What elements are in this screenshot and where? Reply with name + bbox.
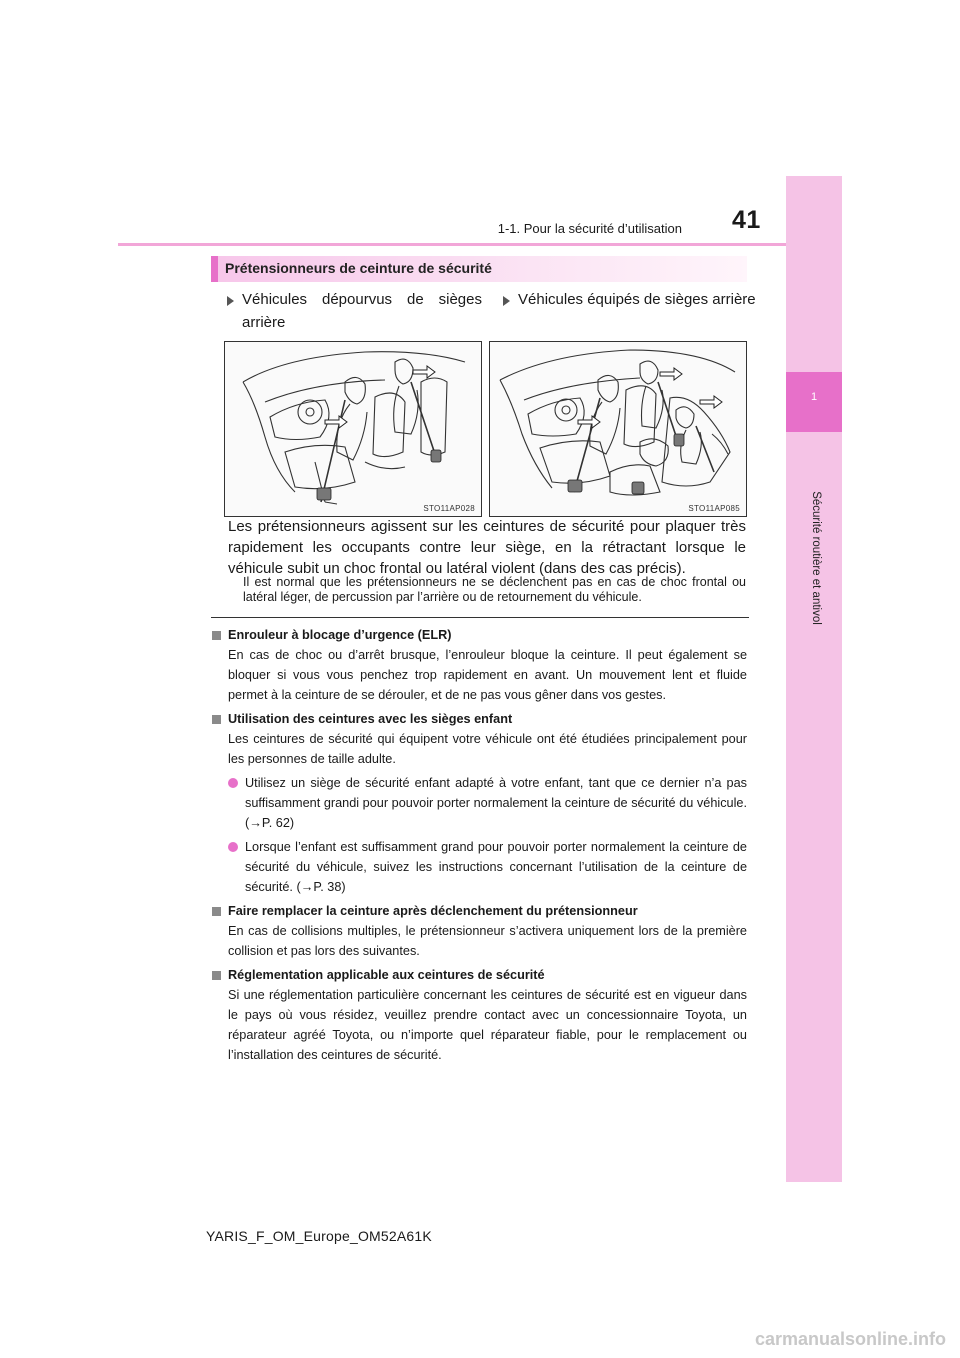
bullet-item — [228, 837, 747, 897]
column-label-text: Véhicules dépourvus de sièges arrière — [242, 291, 482, 331]
page-number: 41 — [732, 206, 761, 234]
column-label-left — [227, 288, 482, 334]
column-label-text: Véhicules équipés de sièges arrière — [518, 291, 756, 308]
watermark: carmanualsonline.info — [754, 1329, 946, 1349]
heading-accent-bar — [211, 256, 218, 282]
note-regulations — [211, 965, 747, 1065]
document-code: YARIS_F_OM_Europe_OM52A61K — [206, 1228, 432, 1244]
chapter-number-tab[interactable] — [786, 372, 842, 432]
pretensioner-note: Il est normal que les prétensionneurs ne se déclenchent pas en cas de choc frontal ou latéral léger, de percussion par l’arrière ou de retournement du véhicule. — [243, 575, 746, 604]
note-elr — [211, 625, 747, 705]
figure-code: STO11AP028 — [423, 504, 475, 513]
note-heading: Utilisation des ceintures avec les sièges enfant — [228, 712, 513, 726]
note-body: Les ceintures de sécurité qui équipent votre véhicule ont été étudiées principalement pour les personnes de taille adulte. — [228, 732, 747, 766]
notes-list — [211, 625, 747, 1069]
note-heading: Faire remplacer la ceinture après déclenchement du prétensionneur — [228, 904, 638, 918]
pretensioner-description: Les prétensionneurs agissent sur les ceintures de sécurité pour plaquer très rapidement les occupants contre leur siège, en la rétractant lorsque le véhicule subit un choc frontal ou latéral violent (dans des cas précis). — [228, 518, 746, 577]
car-interior-illustration — [490, 342, 746, 516]
note-heading: Enrouleur à blocage d’urgence (ELR) — [228, 628, 452, 642]
section-reference: 1-1. Pour la sécurité d’utilisation — [497, 221, 682, 236]
bullet-item — [228, 773, 747, 833]
figure-code: STO11AP085 — [688, 504, 740, 513]
note-child-seats — [211, 709, 747, 897]
note-heading: Réglementation applicable aux ceintures de sécurité — [228, 968, 545, 982]
note-body: Si une réglementation particulière concernant les ceintures de sécurité est en vigueur dans le pays où vous résidez, veuillez prendre contact avec un concessionnaire Toyota, un réparateur agréé Toyota, ou n’importe quel réparateur fiable, pour le remplacement ou l’installation des ceintures de sécurité. — [228, 988, 747, 1062]
column-label-right — [503, 288, 758, 311]
triangle-bullet-icon — [503, 296, 510, 306]
triangle-bullet-icon — [227, 296, 234, 306]
section-divider — [211, 617, 749, 618]
note-body: En cas de choc ou d’arrêt brusque, l’enrouleur bloque la ceinture. Il peut également se bloquer si vous vous penchez trop rapidement en avant. Un mouvement lent et fluide permet à la ceinture de se dérouler, et de ne pas vous gêner dans vos gestes. — [228, 648, 747, 702]
bullet-text: Lorsque l’enfant est suffisamment grand pour pouvoir porter normalement la ceinture de sécurité du véhicule, suivez les instructions concernant l’utilisation de la ceinture de sécurité. (→P. 38) — [245, 840, 747, 894]
figure-no-rear-seats — [224, 341, 482, 517]
header-rule — [118, 243, 786, 246]
circle-bullet-icon — [228, 842, 238, 852]
note-body: En cas de collisions multiples, le prétensionneur s’activera uniquement lors de la première collision et pas lors des suivantes. — [228, 924, 747, 958]
chapter-label: Sécurité routière et antivol — [810, 491, 822, 625]
square-bullet-icon — [212, 971, 221, 980]
car-interior-illustration — [225, 342, 481, 516]
section-heading — [211, 256, 747, 282]
note-replace-belt — [211, 901, 747, 961]
square-bullet-icon — [212, 907, 221, 916]
chapter-side-tab[interactable] — [786, 176, 842, 1182]
bullet-text: Utilisez un siège de sécurité enfant adapté à votre enfant, tant que ce dernier n’a pas suffisamment grandi pour pouvoir porter normalement la ceinture de sécurité du véhicule. (→P. 62) — [245, 776, 747, 830]
square-bullet-icon — [212, 631, 221, 640]
figure-with-rear-seats — [489, 341, 747, 517]
section-title: Prétensionneurs de ceinture de sécurité — [225, 260, 492, 276]
square-bullet-icon — [212, 715, 221, 724]
chapter-number: 1 — [810, 391, 818, 403]
circle-bullet-icon — [228, 778, 238, 788]
